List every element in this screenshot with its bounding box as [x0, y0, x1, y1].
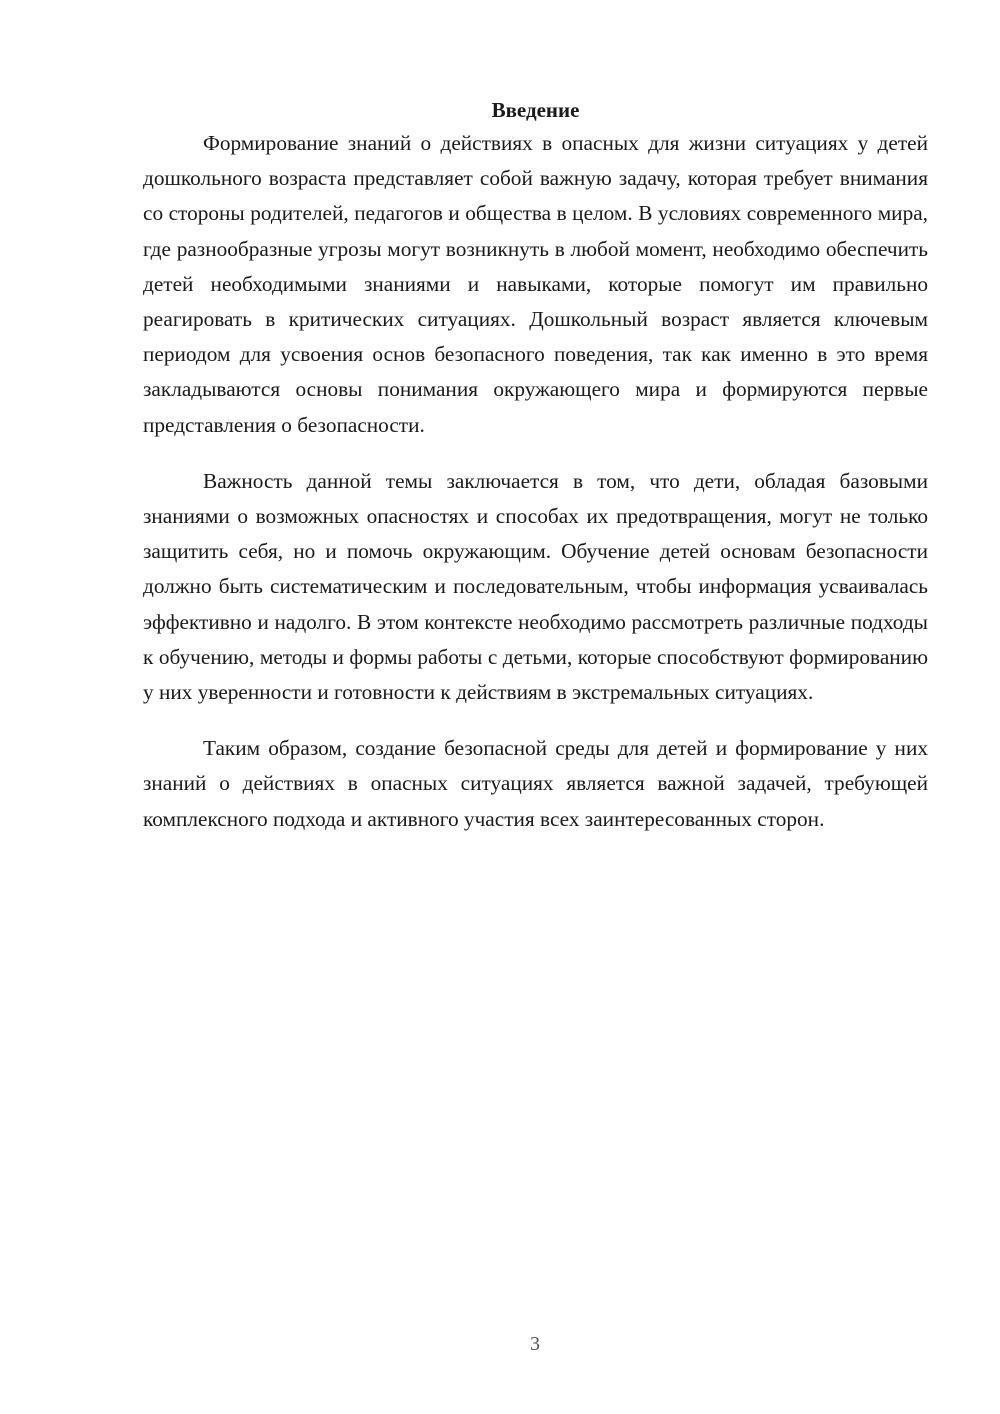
page-number: 3	[530, 1333, 540, 1355]
paragraph-1: Формирование знаний о действиях в опасных для жизни ситуациях у детей дошкольного возраста представляет собой важную задачу, которая требует внимания со стороны родителей, педагогов и общества в целом. В условиях современного мира, где разнообразные угрозы могут возникнуть в любой момент, необходимо обеспечить детей необходимыми знаниями и навыками, которые помогут им правильно реагировать в критических ситуациях. Дошкольный возраст является ключевым периодом для усвоения основ безопасного поведения, так как именно в это время закладываются основы понимания окружающего мира и формируются первые представления о безопасности.	[143, 131, 928, 437]
section-title: Введение	[491, 98, 580, 122]
document-page	[143, 92, 928, 858]
paragraph-2: Важность данной темы заключается в том, что дети, обладая базовыми знаниями о возможных опасностях и способах их предотвращения, могут не только защитить себя, но и помочь окружающим. Обучение детей основам безопасности должно быть систематическим и последовательным, чтобы информация усваивалась эффективно и надолго. В этом контексте необходимо рассмотреть различные подходы к обучению, методы и формы работы с детьми, которые способствуют формированию у них уверенности и готовности к действиям в экстремальных ситуациях.	[143, 468, 928, 705]
paragraph-3: Таким образом, создание безопасной среды для детей и формирование у них знаний о действиях в опасных ситуациях является важной задачей, требующей комплексного подхода и активного участия всех заинтересованных сторон.	[143, 736, 928, 831]
